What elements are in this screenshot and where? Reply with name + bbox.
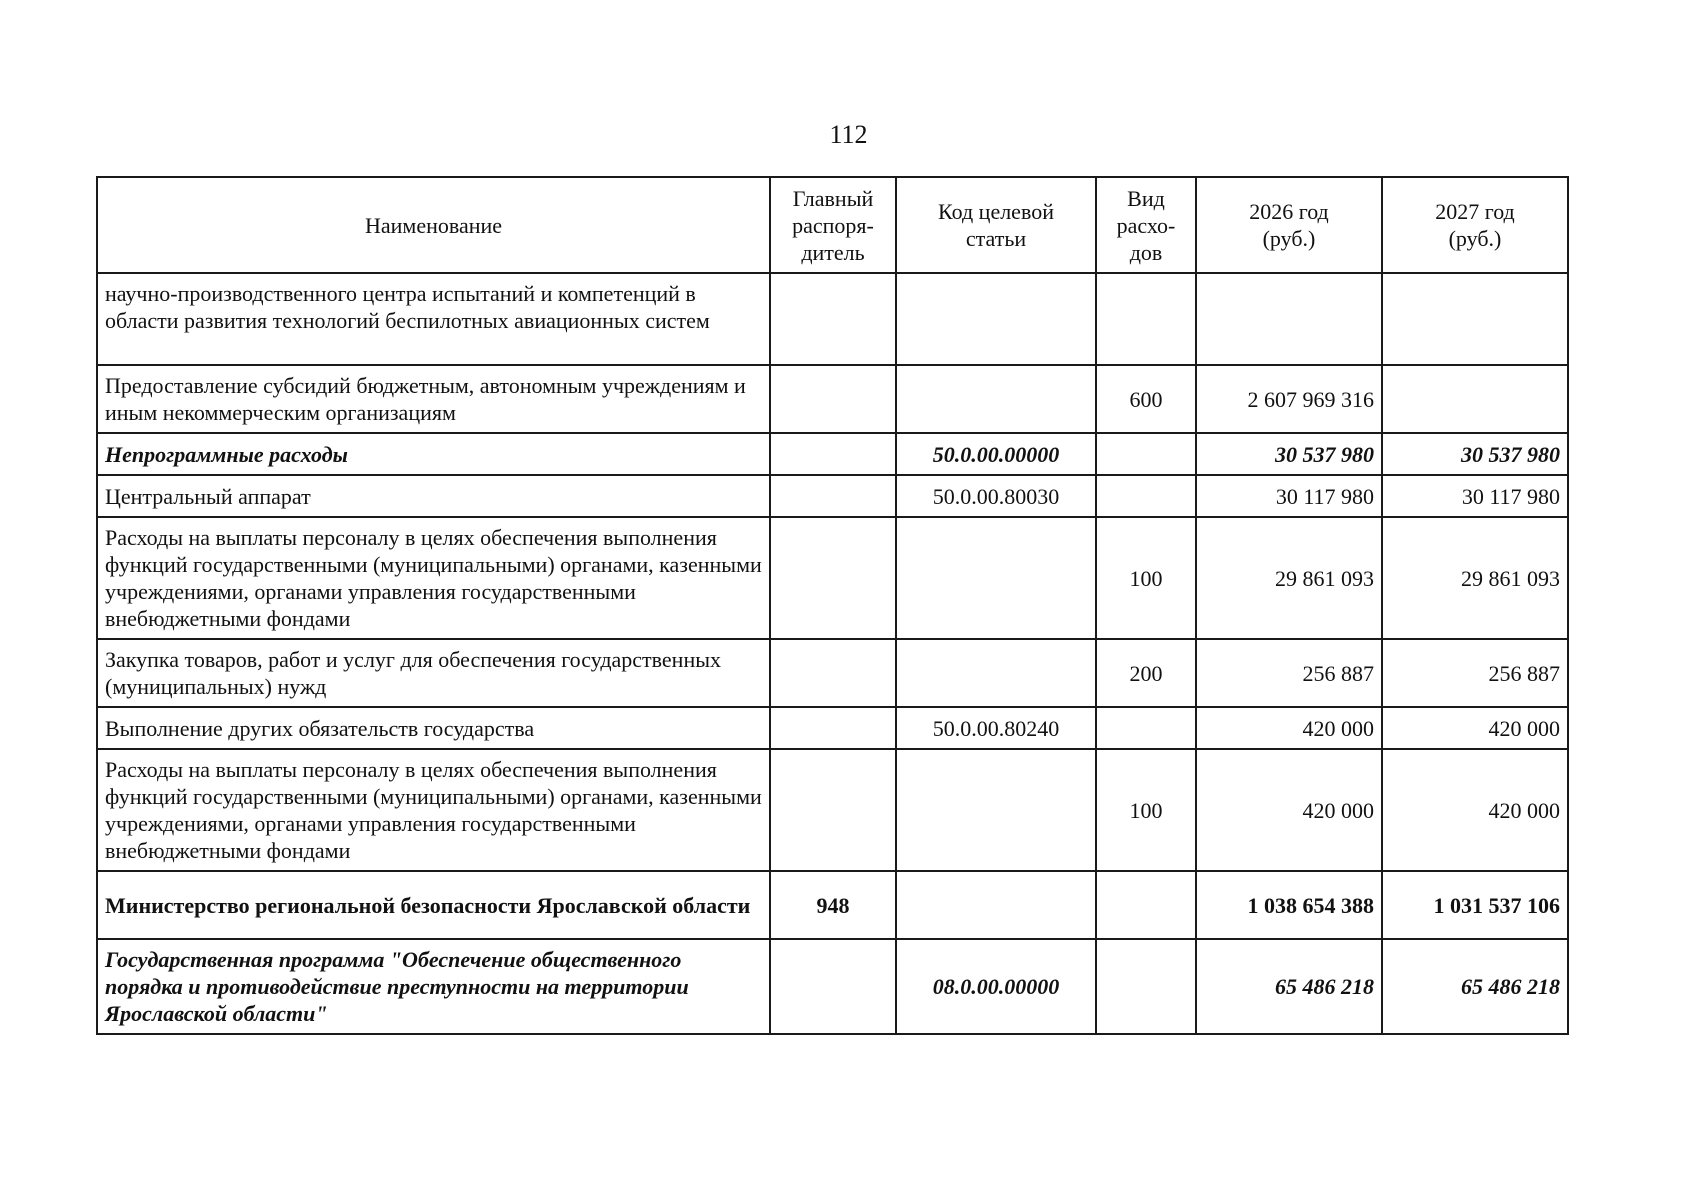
table-header-row	[97, 177, 1568, 273]
header-expense-type-text: Вид расхо- дов	[1116, 185, 1176, 265]
cell-name: Государственная программа "Обеспечение общественного порядка и противодействие преступности на территории Ярославской области"	[97, 939, 770, 1034]
cell-year-2026: 420 000	[1196, 707, 1382, 749]
cell-name: Выполнение других обязательств государства	[97, 707, 770, 749]
cell-year-2027: 256 887	[1382, 639, 1568, 707]
cell-year-2027: 420 000	[1382, 707, 1568, 749]
cell-expense-type	[1096, 939, 1196, 1034]
cell-name: Расходы на выплаты персоналу в целях обеспечения выполнения функций государственными (муниципальными) органами, казенными учреждениями, органами управления государственными внебюджетными фондами	[97, 749, 770, 871]
cell-name: Министерство региональной безопасности Ярославской области	[97, 871, 770, 939]
cell-target-code	[896, 517, 1096, 639]
cell-target-code: 50.0.00.80030	[896, 475, 1096, 517]
cell-name: Закупка товаров, работ и услуг для обеспечения государственных (муниципальных) нужд	[97, 639, 770, 707]
cell-manager	[770, 433, 896, 475]
header-target-code-text: Код целевой статьи	[938, 199, 1054, 251]
cell-year-2026	[1196, 273, 1382, 365]
cell-year-2027: 30 537 980	[1382, 433, 1568, 475]
header-target-code	[896, 177, 1096, 273]
cell-expense-type: 100	[1096, 749, 1196, 871]
header-name-text: Наименование	[364, 212, 503, 238]
cell-year-2026: 1 038 654 388	[1196, 871, 1382, 939]
cell-expense-type	[1096, 475, 1196, 517]
cell-year-2027: 29 861 093	[1382, 517, 1568, 639]
table-row	[97, 871, 1568, 939]
cell-year-2027: 65 486 218	[1382, 939, 1568, 1034]
cell-manager	[770, 475, 896, 517]
page-number: 112	[829, 120, 868, 149]
cell-target-code: 50.0.00.80240	[896, 707, 1096, 749]
cell-expense-type: 100	[1096, 517, 1196, 639]
header-manager	[770, 177, 896, 273]
cell-target-code	[896, 365, 1096, 433]
cell-manager	[770, 939, 896, 1034]
cell-year-2026: 256 887	[1196, 639, 1382, 707]
cell-manager	[770, 273, 896, 365]
cell-target-code	[896, 871, 1096, 939]
cell-manager: 948	[770, 871, 896, 939]
header-name	[97, 177, 770, 273]
header-year-2027	[1382, 177, 1568, 273]
cell-year-2026: 29 861 093	[1196, 517, 1382, 639]
header-year-2027-text: 2027 год (руб.)	[1435, 199, 1515, 251]
cell-name: Непрограммные расходы	[97, 433, 770, 475]
cell-expense-type	[1096, 273, 1196, 365]
cell-year-2027: 30 117 980	[1382, 475, 1568, 517]
cell-manager	[770, 517, 896, 639]
cell-expense-type: 600	[1096, 365, 1196, 433]
cell-expense-type	[1096, 707, 1196, 749]
budget-table	[96, 176, 1569, 1035]
cell-year-2027	[1382, 273, 1568, 365]
table-row	[97, 475, 1568, 517]
cell-name: Расходы на выплаты персоналу в целях обеспечения выполнения функций государственными (муниципальными) органами, казенными учреждениями, органами управления государственными внебюджетными фондами	[97, 517, 770, 639]
cell-name: Центральный аппарат	[97, 475, 770, 517]
cell-manager	[770, 639, 896, 707]
cell-year-2026: 30 537 980	[1196, 433, 1382, 475]
cell-target-code: 08.0.00.00000	[896, 939, 1096, 1034]
cell-year-2027	[1382, 365, 1568, 433]
cell-target-code	[896, 273, 1096, 365]
table-row	[97, 939, 1568, 1034]
cell-target-code: 50.0.00.00000	[896, 433, 1096, 475]
table-row	[97, 707, 1568, 749]
cell-year-2026: 2 607 969 316	[1196, 365, 1382, 433]
cell-year-2027: 420 000	[1382, 749, 1568, 871]
cell-target-code	[896, 749, 1096, 871]
cell-year-2026: 65 486 218	[1196, 939, 1382, 1034]
header-year-2026-text: 2026 год (руб.)	[1249, 199, 1329, 251]
header-manager-text: Главный распоря- дитель	[792, 185, 874, 265]
header-expense-type	[1096, 177, 1196, 273]
table-row	[97, 749, 1568, 871]
table-row	[97, 639, 1568, 707]
cell-expense-type: 200	[1096, 639, 1196, 707]
cell-manager	[770, 749, 896, 871]
cell-manager	[770, 707, 896, 749]
table-row	[97, 517, 1568, 639]
cell-name: Предоставление субсидий бюджетным, автономным учреждениям и иным некоммерческим организациям	[97, 365, 770, 433]
cell-expense-type	[1096, 433, 1196, 475]
table-row	[97, 433, 1568, 475]
cell-expense-type	[1096, 871, 1196, 939]
cell-year-2026: 30 117 980	[1196, 475, 1382, 517]
table-row	[97, 273, 1568, 365]
cell-year-2027: 1 031 537 106	[1382, 871, 1568, 939]
cell-year-2026: 420 000	[1196, 749, 1382, 871]
table-row	[97, 365, 1568, 433]
cell-target-code	[896, 639, 1096, 707]
cell-name: научно-производственного центра испытаний и компетенций в области развития технологий беспилотных авиационных систем	[97, 273, 770, 365]
header-year-2026	[1196, 177, 1382, 273]
cell-manager	[770, 365, 896, 433]
